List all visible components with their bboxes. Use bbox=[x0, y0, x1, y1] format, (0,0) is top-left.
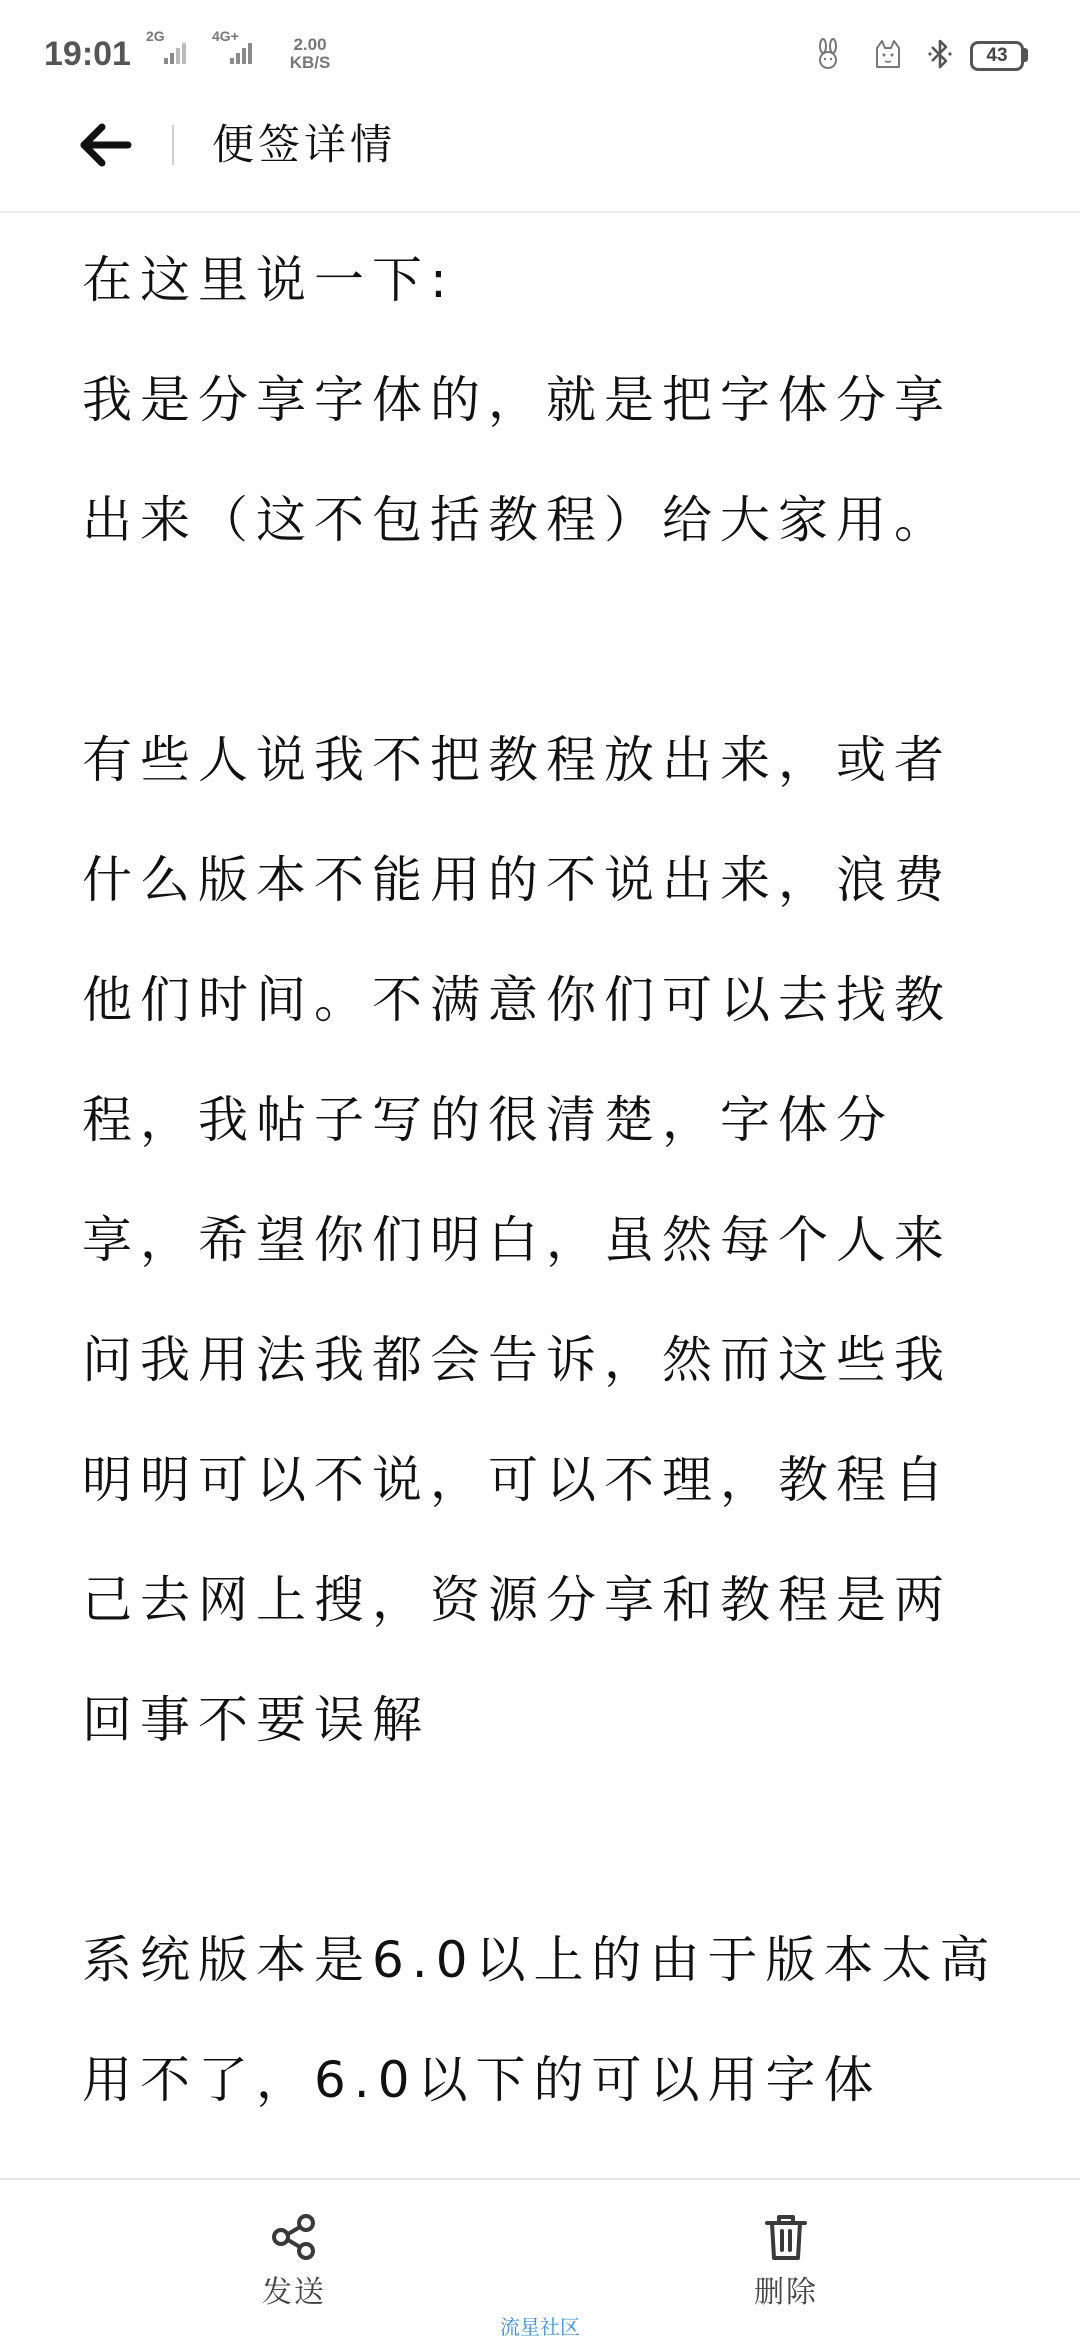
note-line: 程，我帖子写的很清楚，字体分 bbox=[82, 1091, 894, 1149]
trash-icon bbox=[760, 2211, 812, 2263]
network-4g-label: 4G+ bbox=[212, 28, 239, 44]
share-icon bbox=[268, 2211, 320, 2263]
note-paragraph bbox=[82, 1900, 1062, 2140]
battery-icon bbox=[970, 41, 1024, 71]
header bbox=[0, 78, 1080, 213]
note-line: 出来（这不包括教程）给大家用。 bbox=[82, 491, 952, 549]
battery-tip bbox=[1024, 48, 1028, 62]
note-paragraph bbox=[82, 220, 1062, 580]
note-content bbox=[82, 220, 1062, 2140]
network-speed-unit: KB/S bbox=[289, 53, 331, 72]
note-line: 享，希望你们明白，虽然每个人来 bbox=[82, 1211, 952, 1269]
bluetooth-icon bbox=[926, 38, 954, 70]
note-line: 明明可以不说，可以不理，教程自 bbox=[82, 1451, 952, 1509]
cat-icon bbox=[872, 38, 904, 70]
delete-label: 删除 bbox=[754, 2275, 818, 2310]
back-arrow-icon bbox=[76, 120, 134, 170]
network-2g-indicator bbox=[146, 28, 206, 72]
note-line: 用不了，6.0以下的可以用字体 bbox=[82, 2051, 882, 2109]
send-label: 发送 bbox=[262, 2275, 326, 2310]
send-button[interactable] bbox=[194, 2180, 394, 2330]
note-line: 我是分享字体的，就是把字体分享 bbox=[82, 371, 952, 429]
note-line: 在这里说一下: bbox=[82, 251, 455, 309]
note-line: 系统版本是6.0以上的由于版本太高 bbox=[82, 1931, 998, 1989]
network-speed bbox=[280, 36, 340, 72]
page-title: 便签详情 bbox=[212, 120, 397, 169]
network-2g-label: 2G bbox=[146, 28, 165, 44]
rabbit-icon bbox=[815, 38, 841, 70]
note-line: 有些人说我不把教程放出来，或者 bbox=[82, 731, 952, 789]
status-time: 19:01 bbox=[44, 35, 131, 73]
signal-icon bbox=[162, 40, 190, 66]
battery-level: 43 bbox=[986, 45, 1008, 66]
network-speed-value: 2.00 bbox=[293, 35, 327, 54]
delete-button[interactable] bbox=[686, 2180, 886, 2330]
note-line: 他们时间。不满意你们可以去找教 bbox=[82, 971, 952, 1029]
network-4g-indicator bbox=[212, 28, 272, 72]
note-paragraph bbox=[82, 700, 1062, 1780]
back-button[interactable] bbox=[76, 120, 134, 170]
watermark-text: 流星社区 bbox=[500, 2315, 580, 2339]
note-line: 回事不要误解 bbox=[82, 1691, 430, 1749]
note-line: 己去网上搜，资源分享和教程是两 bbox=[82, 1571, 952, 1629]
signal-icon bbox=[228, 40, 256, 66]
note-line: 问我用法我都会告诉，然而这些我 bbox=[82, 1331, 952, 1389]
header-divider bbox=[172, 125, 174, 165]
note-line: 什么版本不能用的不说出来，浪费 bbox=[82, 851, 952, 909]
